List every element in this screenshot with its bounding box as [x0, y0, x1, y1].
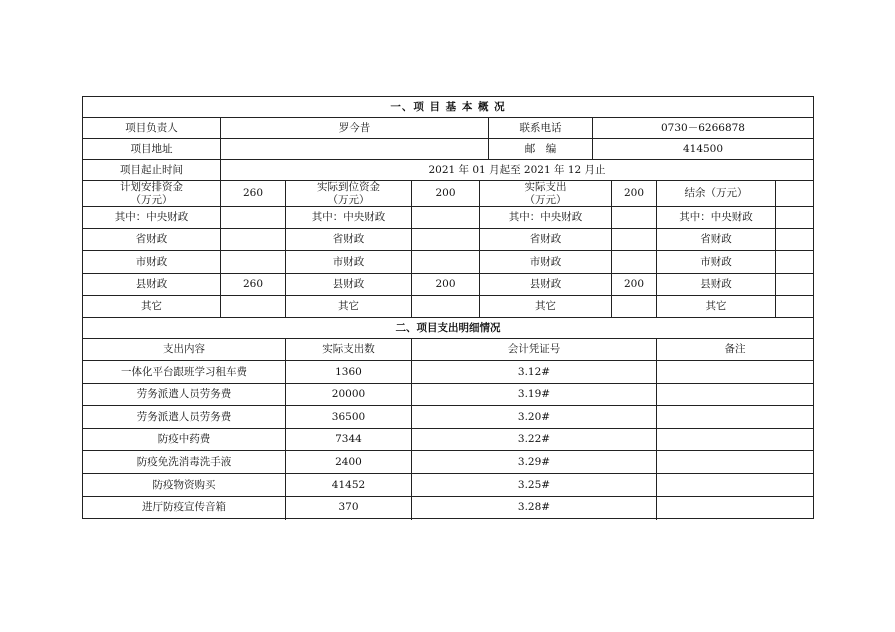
postcode-value: 414500: [682, 142, 724, 155]
funds-row-received: [412, 229, 479, 250]
detail-row-voucher: 3.19#: [517, 388, 551, 400]
funds-row-label: 县财政: [332, 278, 365, 290]
detail-header-amount: 实际支出数: [322, 343, 375, 355]
funds-row-label: 其中：中央财政: [679, 211, 753, 223]
period-value: 2021 年 01 月起至 2021 年 12 月止: [428, 163, 606, 176]
detail-row-note: [657, 384, 813, 405]
planned-funds-label: 计划安排资金 （万元）: [120, 180, 183, 206]
detail-row-amount: 1360: [335, 365, 362, 378]
funds-row-received: [412, 207, 479, 228]
funds-row-label: 其它: [705, 300, 727, 312]
planned-funds-value: 260: [242, 187, 264, 199]
spent-funds-label: 实际支出 （万元）: [524, 180, 567, 206]
funds-row-received: 200: [435, 278, 456, 290]
funds-row-planned: 260: [242, 278, 264, 290]
detail-row-note: [657, 361, 813, 383]
detail-row-note: [657, 429, 813, 450]
detail-row-item: 进厅防疫宣传音箱: [142, 501, 226, 513]
detail-row-item: 劳务派遣人员劳务费: [136, 410, 232, 423]
period-label: 项目起止时间: [120, 163, 183, 176]
detail-row-voucher: 3.12#: [517, 365, 551, 378]
detail-row-note: [657, 497, 813, 518]
detail-row-item: 防疫中药费: [157, 433, 211, 445]
section1-title: 一、项 目 基 本 概 况: [390, 100, 506, 113]
funds-row-planned: [221, 207, 285, 228]
leader-value: 罗今昔: [338, 121, 371, 134]
funds-row-planned: [221, 296, 285, 317]
address-value: [221, 139, 488, 159]
funds-row-balance: [776, 274, 813, 295]
funds-row-label: 市财政: [529, 255, 562, 268]
funds-row-label: 市财政: [135, 255, 168, 268]
funds-row-received: [412, 296, 479, 317]
funds-row-label: 其中：中央财政: [508, 211, 583, 223]
funds-row-spent: [612, 229, 656, 250]
spent-funds-value: 200: [623, 187, 645, 199]
detail-row-item: 防疫免洗消毒洗手液: [136, 455, 232, 468]
detail-header-voucher: 会计凭证号: [507, 343, 561, 355]
detail-row-item: 防疫物资购买: [152, 478, 216, 491]
detail-header-note: 备注: [724, 343, 746, 355]
detail-row-amount: 2400: [335, 455, 362, 468]
postcode-label: 邮 编: [524, 142, 557, 155]
detail-row-item: 一体化平台跟班学习租车费: [121, 365, 247, 378]
funds-row-label: 县财政: [135, 278, 168, 290]
funds-row-label: 县财政: [700, 278, 732, 290]
received-funds-label: 实际到位资金 （万元）: [317, 180, 380, 206]
funds-row-balance: [776, 251, 813, 273]
funds-row-label: 其中：中央财政: [311, 211, 386, 223]
project-table: [82, 96, 814, 519]
funds-row-label: 市财政: [700, 255, 732, 268]
detail-row-amount: 41452: [331, 478, 366, 491]
phone-label: 联系电话: [519, 121, 562, 134]
funds-row-balance: [776, 229, 813, 250]
detail-row-amount: 7344: [335, 433, 362, 445]
section2-title: 二、项目支出明细情况: [395, 321, 501, 334]
funds-row-label: 省财政: [332, 233, 365, 245]
detail-row-voucher: 3.25#: [517, 478, 551, 491]
detail-row-voucher: 3.20#: [517, 410, 551, 423]
detail-row-note: [657, 474, 813, 496]
funds-row-spent: [612, 296, 656, 317]
funds-row-label: 其它: [338, 300, 359, 312]
funds-row-planned: [221, 229, 285, 250]
detail-row-amount: 20000: [331, 388, 366, 400]
address-label: 项目地址: [130, 142, 173, 155]
funds-row-label: 其中：中央财政: [114, 211, 189, 223]
detail-row-amount: 370: [338, 501, 359, 513]
funds-row-spent: [612, 207, 656, 228]
funds-row-spent: 200: [623, 278, 645, 290]
detail-row-voucher: 3.22#: [517, 433, 551, 445]
funds-row-label: 其它: [535, 300, 556, 312]
balance-label: 结余（万元）: [684, 187, 748, 199]
detail-row-note: [657, 451, 813, 473]
funds-row-planned: [221, 251, 285, 273]
phone-value: 0730－6266878: [661, 121, 745, 134]
funds-row-label: 省财政: [529, 233, 562, 245]
funds-row-label: 市财政: [332, 255, 365, 268]
balance-value: [776, 181, 813, 206]
detail-row-voucher: 3.28#: [517, 501, 551, 513]
funds-row-label: 省财政: [700, 233, 732, 245]
received-funds-value: 200: [435, 187, 456, 199]
funds-row-spent: [612, 251, 656, 273]
funds-row-received: [412, 251, 479, 273]
funds-row-label: 省财政: [135, 233, 168, 245]
detail-row-note: [657, 406, 813, 428]
funds-row-label: 县财政: [529, 278, 562, 290]
detail-header-item: 支出内容: [163, 343, 205, 355]
funds-row-label: 其它: [141, 300, 162, 312]
leader-label: 项目负责人: [125, 121, 178, 134]
funds-row-balance: [776, 207, 813, 228]
funds-row-balance: [776, 296, 813, 317]
detail-row-voucher: 3.29#: [517, 455, 551, 468]
detail-row-amount: 36500: [331, 410, 366, 423]
detail-row-item: 劳务派遣人员劳务费: [136, 388, 232, 400]
